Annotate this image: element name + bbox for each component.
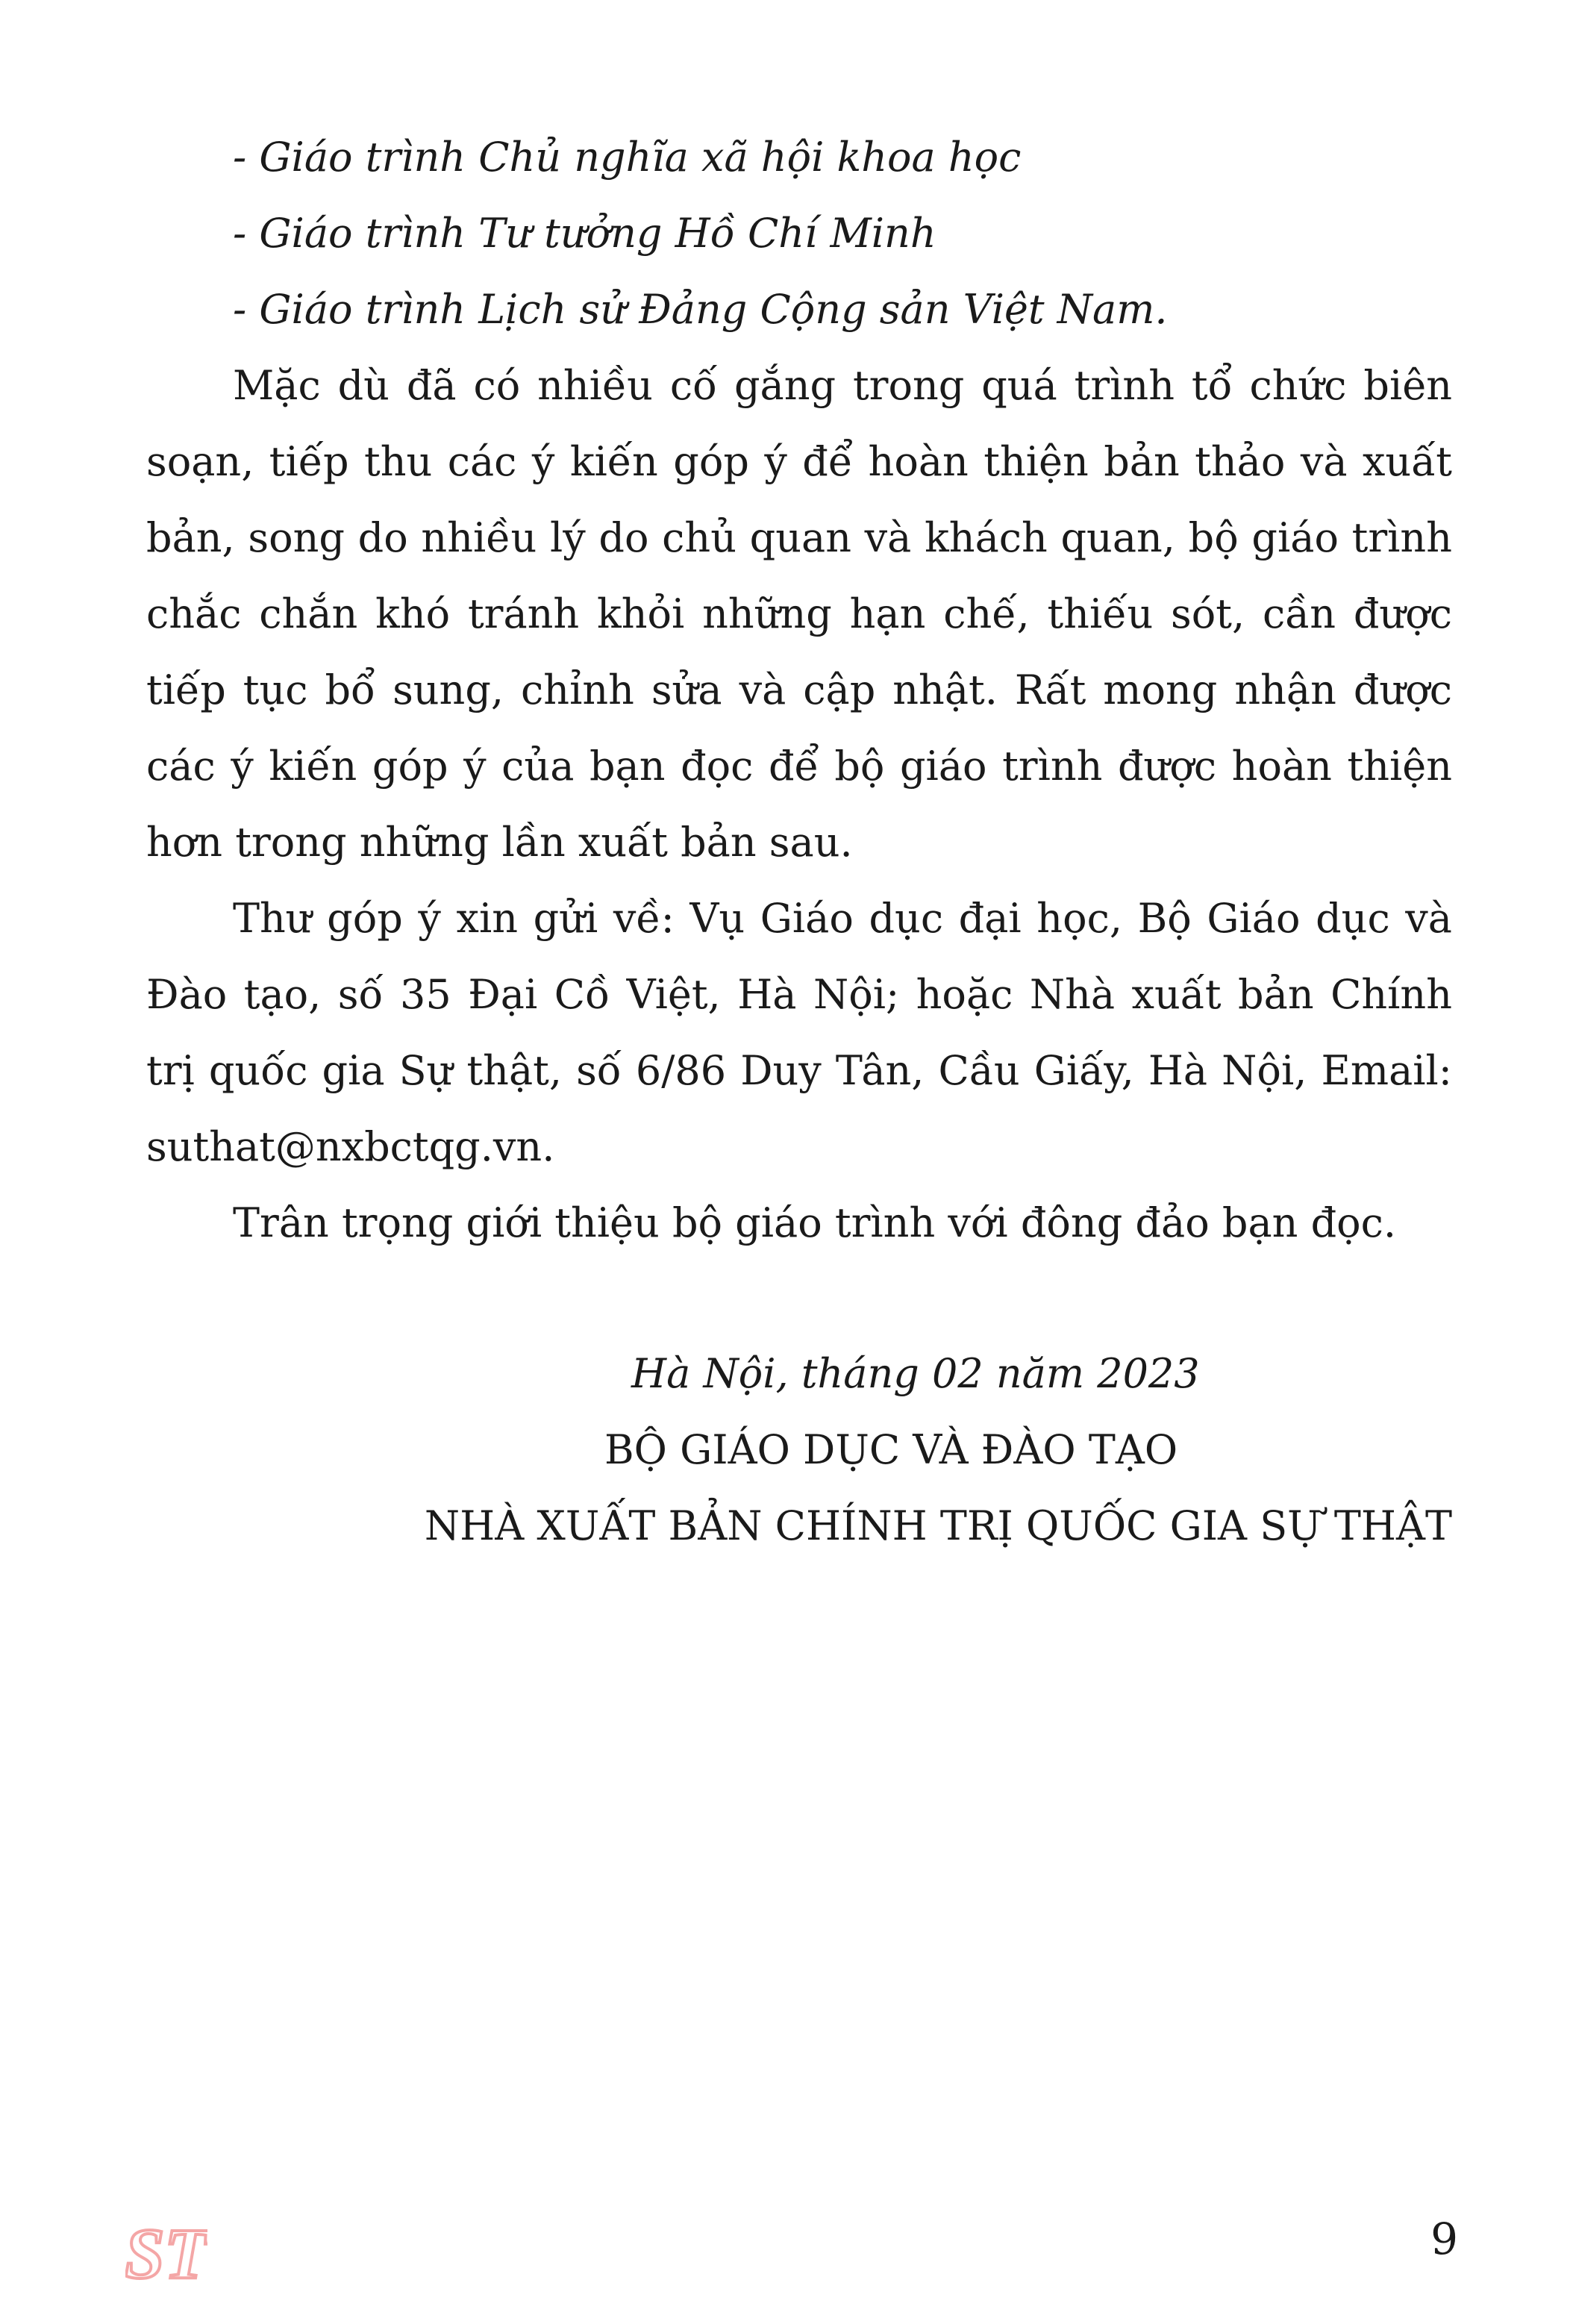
paragraph-line: Thư góp ý xin gửi về: Vụ Giáo dục đại học, Bộ Giáo dục và <box>233 895 1452 942</box>
list-item: - Giáo trình Tư tưởng Hồ Chí Minh <box>233 210 936 257</box>
signature-date: Hà Nội, tháng 02 năm 2023 <box>631 1350 1200 1397</box>
logo-letters: ST <box>125 2214 207 2291</box>
st-logo-icon <box>125 2209 207 2291</box>
paragraph-line: tiếp tục bổ sung, chỉnh sửa và cập nhật. Rất mong nhận được <box>146 666 1452 713</box>
page-number: 9 <box>1430 2214 1458 2264</box>
paragraph-line: soạn, tiếp thu các ý kiến góp ý để hoàn thiện bản thảo và xuất <box>146 438 1452 485</box>
closing-paragraph: Trân trọng giới thiệu bộ giáo trình với đông đảo bạn đọc. <box>233 1199 1397 1246</box>
signature-org-ministry: BỘ GIÁO DỤC VÀ ĐÀO TẠO <box>604 1426 1178 1473</box>
paragraph-line: Đào tạo, số 35 Đại Cồ Việt, Hà Nội; hoặc Nhà xuất bản Chính <box>146 971 1452 1018</box>
paragraph-line: hơn trong những lần xuất bản sau. <box>146 819 853 866</box>
paragraph-line: chắc chắn khó tránh khỏi những hạn chế, thiếu sót, cần được <box>146 590 1452 637</box>
paragraph-line: các ý kiến góp ý của bạn đọc để bộ giáo trình được hoàn thiện <box>146 743 1452 790</box>
list-item: - Giáo trình Chủ nghĩa xã hội khoa học <box>233 134 1022 181</box>
document-page <box>146 119 1452 1549</box>
signature-org-publisher: NHÀ XUẤT BẢN CHÍNH TRỊ QUỐC GIA SỰ THẬT <box>424 1502 1452 1549</box>
paragraph-line: Mặc dù đã có nhiều cố gắng trong quá trình tổ chức biên <box>233 362 1452 409</box>
paragraph-line: trị quốc gia Sự thật, số 6/86 Duy Tân, Cầu Giấy, Hà Nội, Email: <box>146 1047 1452 1094</box>
list-item: - Giáo trình Lịch sử Đảng Cộng sản Việt Nam. <box>233 286 1168 333</box>
publisher-logo <box>125 2209 207 2291</box>
paragraph-line: bản, song do nhiều lý do chủ quan và khách quan, bộ giáo trình <box>146 514 1452 561</box>
paragraph-line: suthat@nxbctqg.vn. <box>146 1123 555 1170</box>
